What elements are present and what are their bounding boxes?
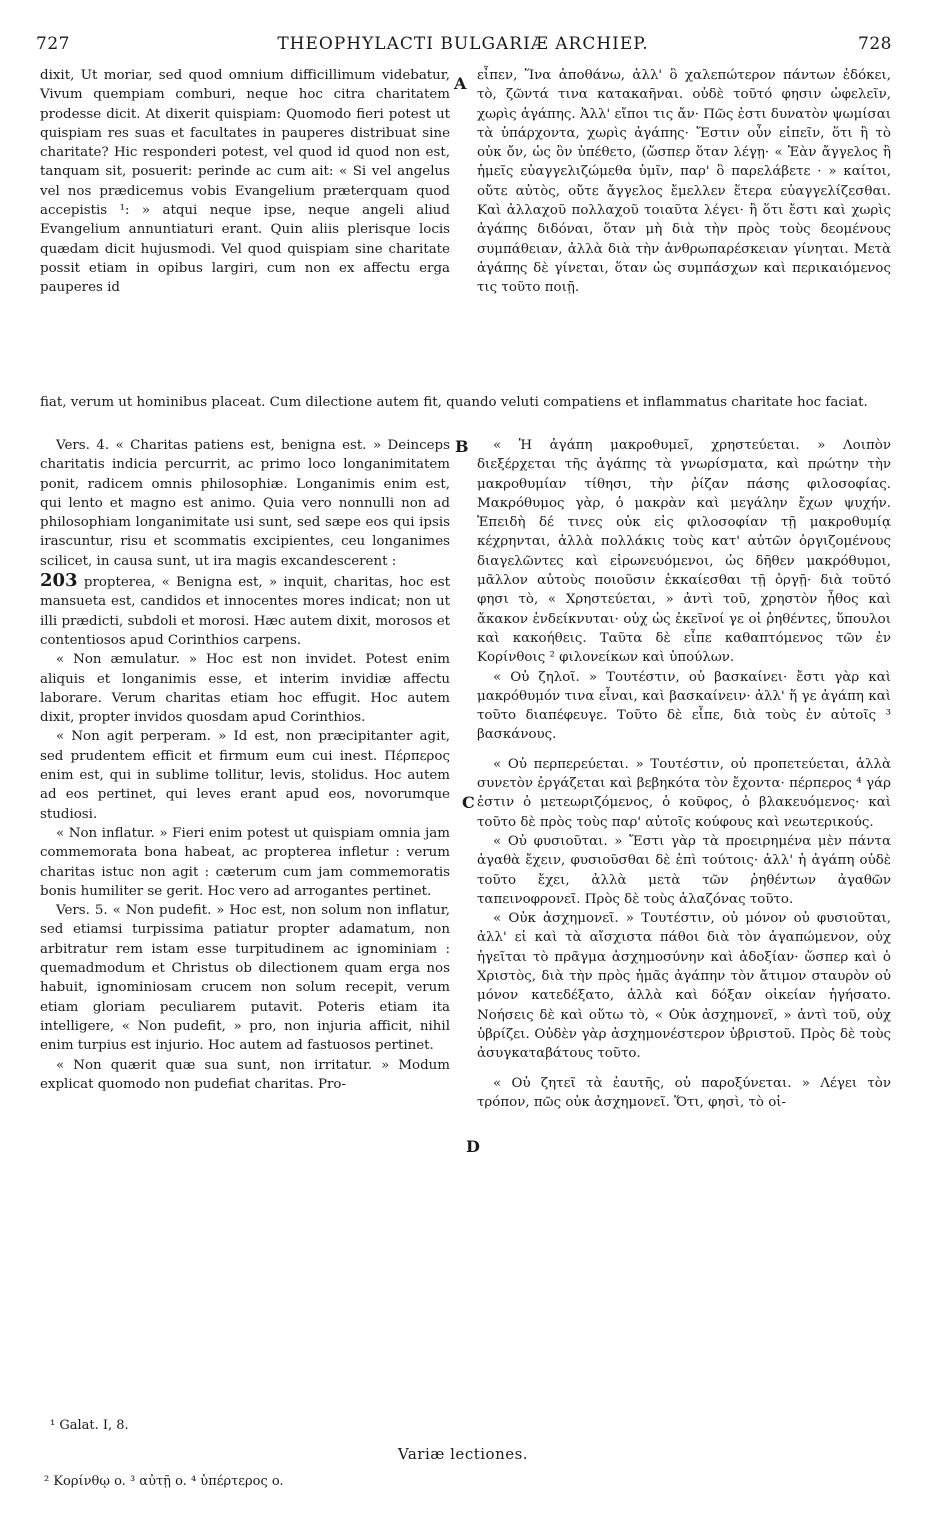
latin-column [40, 436, 450, 1094]
greek-paragraph-5: « Οὐ φυσιοῦται. » Ἔστι γὰρ τὰ προειρημένα μὲν πάντα ἀγαθὰ ἔχειν, φυσιοῦσθαι δὲ ἐπὶ τούτοις· ἀλλ' ἡ ἀγάπη οὐδὲ τοῦτο ἔχει, ἀλλὰ μετὰ τῶν ῥηθέντων ἀγαθῶν ταπεινοφρονεῖ. Πρὸς δὲ τοὺς ἀλαζόνας τοῦτο. [477, 833, 891, 907]
section-marker-b: B [455, 437, 469, 456]
running-title: THEOPHYLACTI BULGARIÆ ARCHIEP. [277, 34, 649, 54]
greek-paragraph-3: « Οὐ ζηλοῖ. » Τουτέστιν, οὐ βασκαίνει· ἔστι γὰρ καὶ μακρόθυμόν τινα εἶναι, καὶ βασκαίνειν· ἀλλ' ἥ γε ἀγάπη καὶ τοῦτο διαπέφευγε. Τοῦτο δὲ εἶπε, διὰ τοὺς ἐν αὐτοῖς ³ βασκάνους. [477, 669, 891, 743]
latin-paragraph-2b: propterea, « Benigna est, » inquit, charitas, hoc est mansueta est, candidos et innocentes mores indicat; non ut illi prædicti, subdoli et morosi. Hæc autem dixit, morosos et contentiosos apud Corinthios carpens. [40, 575, 450, 648]
section-marker-c: C [462, 793, 475, 812]
latin-paragraph-4: « Non agit perperam. » Id est, non præcipitanter agit, sed prudentem efficit et firmum eum cui inest. Πέρπερος enim est, qui in sublime tollitur, levis, stolidus. Hoc autem ad eos pertinet, qui leves erant apud eos, novorumque studiosi. [40, 729, 450, 822]
latin-paragraph-2: Vers. 4. « Charitas patiens est, benigna est. » Deinceps charitatis indicia percurrit, ac primo loco longanimitatem ponit, radicem omnis philosophiæ. Longanimis enim est, qui lento et magno est animo. Quia vero nonnulli non ad philosophiam longanimitate usi sunt, sed sæpe eos qui ipsis irascuntur, risu et scommatis excipientes, ceu longanimes scilicet, in causa sunt, ut ira magis excandescerent : [40, 438, 450, 569]
greek-paragraph-2: « Ἡ ἀγάπη μακροθυμεῖ, χρηστεύεται. » Λοιπὸν διεξέρχεται τῆς ἀγάπης τὰ γνωρίσματα, καὶ πρώτην τὴν μακροθυμίαν τίθησι, τὴν ῥίζαν πάσης φιλοσοφίας. Μακρόθυμος γὰρ, ὁ μακρὰν καὶ μεγάλην ἔχων ψυχήν. Ἐπειδὴ δέ τινες οὐκ εἰς φιλοσοφίαν τῇ μακροθυμίᾳ κέχρηνται, ἀλλὰ πολλάκις τοὺς κατ' αὐτῶν ὀργιζομένους διαγελῶντες καὶ εἰρωνευόμενοι, ὡς δῆθεν μακρόθυμοι, μᾶλλον αὐτοὺς ποιοῦσιν ἐκκαίεσθαι τῇ ὀργῇ· διὰ τοῦτό φησι τὸ, « Χρηστεύεται, » ἀντὶ τοῦ, χρηστὸν ἦθος καὶ ἄκακον ἐνδείκνυται· οὐχ ὡς ἐκεῖνοί γε οἱ ῥηθέντες, ὕπουλοι καὶ κακοήθεις. Ταῦτα δὲ εἶπε καθαπτόμενος τῶν ἐν Κορίνθοις ² φιλονείκων καὶ ὑπούλων. [477, 438, 891, 666]
latin-bridge-text [40, 393, 890, 412]
variae-lectiones-line: ² Κορίνθῳ o. ³ αὐτῇ o. ⁴ ὑπέρτερος o. [44, 1474, 284, 1489]
section-marker-a: A [454, 74, 467, 93]
latin-paragraph-5: « Non inflatur. » Fieri enim potest ut quispiam omnia jam commemorata bona habeat, ac propterea infletur : verum charitas istuc non agit : cæterum cum jam commemoratis bonis humiliter se gerit. Hoc vero ad arrogantes pertinet. [40, 825, 450, 899]
greek-column [477, 436, 891, 1112]
greek-paragraph-1: εἶπεν, Ἵνα ἀποθάνω, ἀλλ' ὃ χαλεπώτερον πάντων ἐδόκει, τὸ, ζῶντά τινα κατακαῆναι. οὐδὲ τοῦτό φησιν ὠφελεῖν, χωρὶς ἀγάπης. Ἀλλ' εἴποι τις ἄν· Πῶς ἐστι δυνατὸν ψωμίσαι τὰ ὑπάρχοντα, χωρὶς ἀγάπης· Ἔστιν οὖν εἰπεῖν, ὅτι ἢ τὸ οὐκ ὄν, ὡς ὂν ὑπέθετο, (ὥσπερ ὅταν λέγῃ· « Ἐὰν ἄγγελος ἢ ἡμεῖς εὐαγγελιζώμεθα ὑμῖν, παρ' ὃ παρελάβετε · » καίτοι, οὔτε αὐτὸς, οὔτε ἄγγελος ἔμελλεν ἕτερα εὐαγγελίζεσθαι. Καὶ ἀλλαχοῦ πολλαχοῦ τοιαῦτα λέγει· ἢ ὅτι ἔστι καὶ χωρὶς ἀγάπης διδόναι, ὅταν μὴ διὰ τὴν πρὸς τοὺς δεομένους συμπάθειαν, ἀλλὰ διὰ τὴν ἀνθρωπαρέσκειαν γίνηται. Μετὰ ἀγάπης δὲ γίνεται, ὅταν ὡς συμπάσχων καὶ περικαιόμενος τις τοῦτο ποιῇ. [477, 68, 891, 296]
greek-paragraph-4: « Οὐ περπερεύεται. » Τουτέστιν, οὐ προπετεύεται, ἀλλὰ συνετὸν ἐργάζεται καὶ βεβηκότα τὸν ἔχοντα· πέρπερος ⁴ γάρ ἐστιν ὁ μετεωριζόμενος, ὁ κοῦφος, ὁ βλακευόμενος· καὶ τοῦτο δὲ πρὸς τοὺς παρ' αὐτοῖς κούφους καὶ νεωτερικούς. [477, 756, 891, 830]
latin-paragraph-6: Vers. 5. « Non pudefit. » Hoc est, non solum non inflatur, sed etiamsi turpissima patiatur propter adamatum, non arbitratur rem istam esse turpitudinem ac ignominiam : quemadmodum et Christus ob dilectionem quam erga nos habuit, ignominiosam crucem non solum recepit, verum etiam gloriam peculiarem putavit. Poteris etiam ita intelligere, « Non pudefit, » pro, non injuria afficit, nihil enim turpius est injurio. Hoc autem ad fastuosos pertinet. [40, 903, 450, 1054]
latin-bridge: fiat, verum ut hominibus placeat. Cum dilectione autem fit, quando veluti compatiens et inflammatus charitate hoc faciat. [40, 395, 868, 410]
latin-paragraph-7: « Non quærit quæ sua sunt, non irritatur. » Modum explicat quomodo non pudefiat charitas. Pro- [40, 1057, 450, 1092]
variae-lectiones-heading: Variæ lectiones. [397, 1445, 529, 1463]
column-number: 203 [40, 570, 78, 592]
greek-paragraph-7: « Οὐ ζητεῖ τὰ ἑαυτῆς, οὐ παροξύνεται. » Λέγει τὸν τρόπον, πῶς οὐκ ἀσχημονεῖ. Ὅτι, φησὶ, τὸ οἰ- [477, 1075, 891, 1110]
greek-column-top [477, 66, 891, 298]
latin-paragraph-1: dixit, Ut moriar, sed quod omnium difficillimum videbatur, Vivum quempiam comburi, neque hoc citra charitatem prodesse dicit. At dixerit quispiam: Quomodo fieri potest ut quispiam res suas et facultates in pauperes distribuat sine charitate? Hic responderi potest, vel quod id quod non est, tanquam sit, posuerit: perinde ac cum ait: « Si vel angelus vel nos prædicemus vobis Evangelium præterquam quod accepistis ¹: » atqui neque ipse, neque angeli aliud Evangelium annuntiaturi erant. Quin aliis plerisque locis quædam dicit hujusmodi. Vel quod quispiam sine charitate possit etiam in opibus largiri, cum non ex affectu erga pauperes id [40, 68, 450, 296]
page-number-right: 728 [858, 34, 892, 54]
latin-column-top [40, 66, 450, 298]
footnote: ¹ Galat. I, 8. [50, 1418, 129, 1433]
page-number-left: 727 [36, 34, 70, 54]
section-marker-d: D [466, 1137, 480, 1156]
greek-paragraph-6: « Οὐκ ἀσχημονεῖ. » Τουτέστιν, οὐ μόνον οὐ φυσιοῦται, ἀλλ' εἰ καὶ τὰ αἴσχιστα πάθοι διὰ τὸν ἀγαπώμενον, οὐχ ἡγεῖται τὸ πρᾶγμα ἀσχημοσύνην καὶ ἀδοξίαν· ὥσπερ καὶ ὁ Χριστὸς, διὰ τὴν πρὸς ἡμᾶς ἀγάπην τὸν ἄτιμον σταυρὸν οὐ μόνον κατεδέξατο, ἀλλὰ καὶ δόξαν οἰκείαν ἡγήσατο. Νοήσεις δὲ καὶ οὕτω τὸ, « Οὐκ ἀσχημονεῖ, » ἀντὶ τοῦ, οὐχ ὑβρίζει. Οὐδὲν γὰρ ἀσχημονέστερον ὑβριστοῦ. Πρὸς δὲ τοὺς ἀσυγκαταβάτους τοῦτο. [477, 911, 891, 1062]
latin-paragraph-3: « Non æmulatur. » Hoc est non invidet. Potest enim aliquis et longanimis esse, et interim invidiæ affectu laborare. Verum charitas etiam hoc effugit. Hoc autem dixit, propter invidos quosdam apud Corinthios. [40, 652, 450, 726]
